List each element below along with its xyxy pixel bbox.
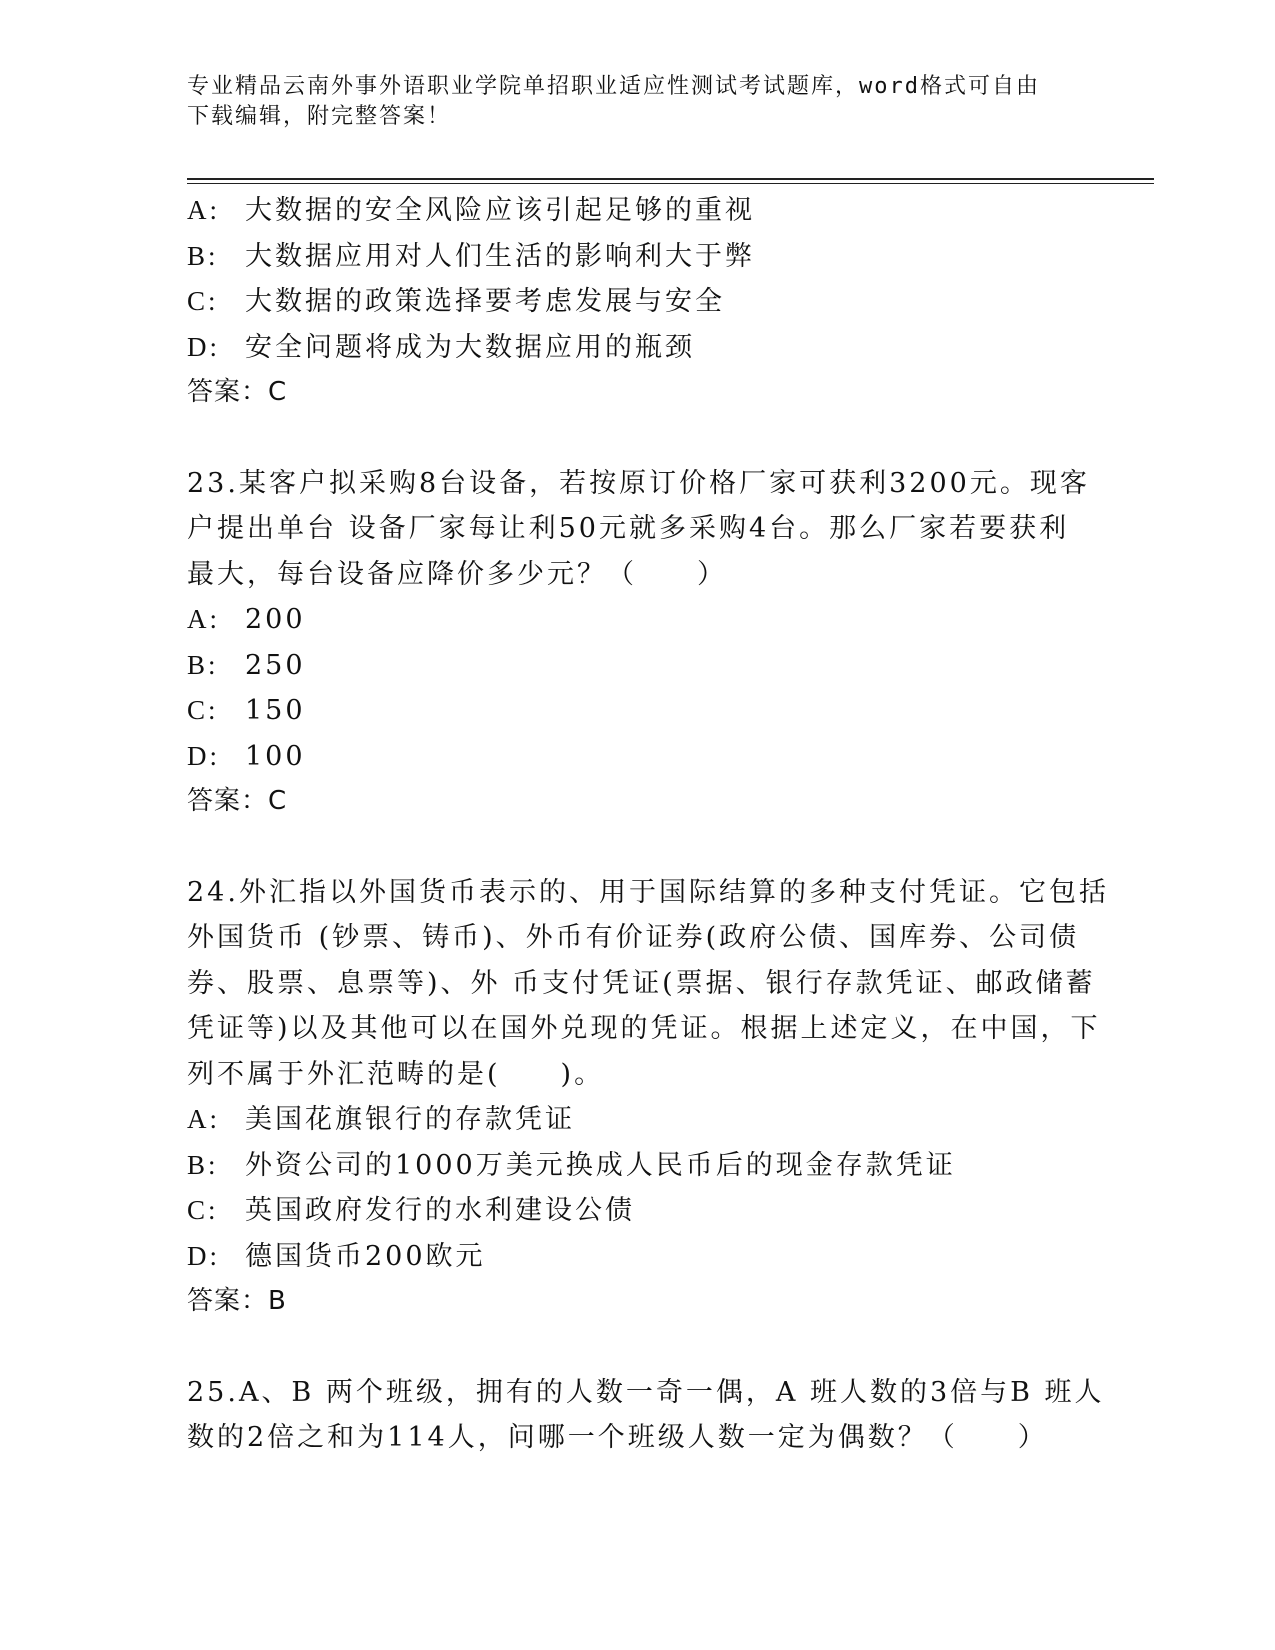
option-text: 大数据的政策选择要考虑发展与安全 [245, 286, 725, 317]
option-a [187, 597, 1087, 643]
option-letter: B: [187, 240, 219, 271]
option-c [187, 279, 1087, 325]
option-b [187, 1143, 1087, 1189]
option-letter: A: [187, 1104, 220, 1134]
option-text: 100 [245, 740, 306, 772]
option-letter: C: [187, 695, 219, 725]
question-25 [187, 1370, 1105, 1461]
option-text: 250 [245, 649, 306, 681]
question-text-line: 数的2倍之和为114人，问哪一个班级人数一定为偶数？（ ） [187, 1422, 1048, 1453]
question-text-line: 24.外汇指以外国货币表示的、用于国际结算的多种支付凭证。它包括 [187, 876, 1109, 908]
question-24 [187, 870, 1109, 1325]
option-b [187, 234, 1087, 280]
question-23 [187, 461, 1090, 825]
option-letter: A: [187, 604, 220, 634]
option-letter: D: [187, 331, 220, 362]
option-letter: A: [187, 195, 220, 225]
document-header [187, 72, 1067, 132]
question-text-line: 23.某客户拟采购8台设备，若按原订价格厂家可获利3200元。现客 [187, 467, 1090, 499]
answer-line: 答案：C [187, 377, 288, 407]
header-line-1: 专业精品云南外事外语职业学院单招职业适应性测试考试题库，word格式可自由 [187, 74, 1040, 99]
option-letter: C: [187, 1195, 219, 1225]
question-text-line: 列不属于外汇范畴的是( )。 [187, 1058, 605, 1090]
option-letter: D: [187, 1240, 220, 1271]
option-text: 150 [245, 695, 306, 726]
question-text-line: 最大，每台设备应降价多少元？（ ） [187, 558, 727, 590]
option-d [187, 1234, 1087, 1280]
option-d [187, 734, 1087, 780]
header-line-2: 下载编辑，附完整答案！ [187, 104, 452, 129]
option-text: 德国货币200欧元 [245, 1240, 486, 1272]
question-text-line: 户提出单台 设备厂家每让利50元就多采购4台。那么厂家若要获利 [187, 513, 1070, 544]
option-text: 200 [245, 604, 306, 635]
option-text: 大数据的安全风险应该引起足够的重视 [245, 195, 755, 226]
option-text: 大数据应用对人们生活的影响利大于弊 [245, 240, 755, 272]
option-d [187, 325, 1087, 371]
option-a [187, 188, 1087, 234]
option-text: 安全问题将成为大数据应用的瓶颈 [245, 331, 695, 363]
answer-line: 答案：C [187, 786, 288, 816]
option-text: 美国花旗银行的存款凭证 [245, 1104, 575, 1135]
option-letter: D: [187, 740, 220, 771]
header-divider-thick [187, 178, 1154, 180]
option-a [187, 1097, 1087, 1143]
question-text-line: 券、股票、息票等)、外 币支付凭证(票据、银行存款凭证、邮政储蓄 [187, 967, 1096, 999]
option-letter: B: [187, 649, 219, 680]
option-letter: B: [187, 1149, 219, 1180]
option-text: 英国政府发行的水利建设公债 [245, 1195, 635, 1226]
question-text-line: 外国货币 (钞票、铸币)、外币有价证券(政府公债、国库券、公司债 [187, 922, 1080, 953]
option-letter: C: [187, 286, 219, 316]
option-c [187, 1188, 1087, 1234]
document-body [187, 188, 1109, 1461]
option-b [187, 643, 1087, 689]
option-text: 外资公司的1000万美元换成人民币后的现金存款凭证 [245, 1149, 956, 1181]
header-divider-thin [187, 183, 1154, 184]
option-c [187, 688, 1087, 734]
question-text-line: 凭证等)以及其他可以在国外兑现的凭证。根据上述定义，在中国，下 [187, 1013, 1101, 1044]
answer-line: 答案：B [187, 1286, 287, 1316]
question-22 [187, 188, 1087, 416]
question-text-line: 25.A、B 两个班级，拥有的人数一奇一偶，A 班人数的3倍与B 班人 [187, 1376, 1105, 1408]
